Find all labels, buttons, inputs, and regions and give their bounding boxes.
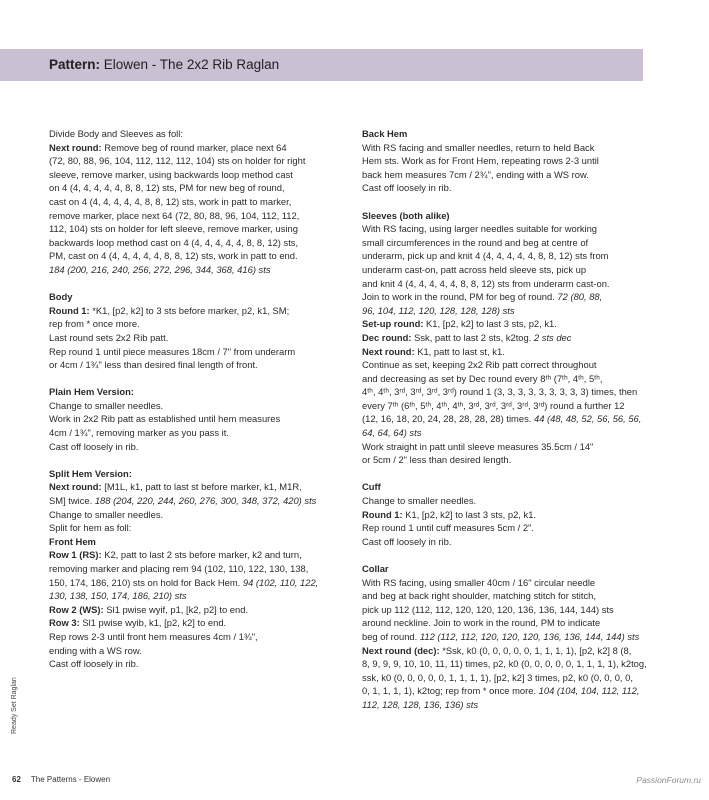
instruction-text: Remove beg of round marker, place next 64 (101, 141, 287, 153)
instruction-text: With RS facing, using smaller 40cm / 16" circular needle (362, 576, 596, 588)
text-line (49, 141, 339, 155)
text-line (49, 644, 339, 658)
instruction-text: ssk, k0 (0, 0, 0, 0, 0, 1, 1, 1, 1), [p2, k2] 3 times, p2, k0 (0, 0, 0, 0, (362, 671, 633, 683)
instruction-text: and decreasing as set by Dec round every 8ᵗʰ (7ᵗʰ, 4ᵗʰ, 5ᵗʰ, (362, 372, 603, 384)
instruction-text: 4cm / 1¾", removing marker as you pass it. (49, 427, 229, 439)
instruction-text: (72, 80, 88, 96, 104, 112, 112, 112, 104) sts on holder for right (49, 155, 306, 167)
footer-section: The Patterns - Elowen (30, 775, 111, 784)
text-line (362, 521, 644, 535)
instruction-text: back hem measures 7cm / 2¾", ending with a WS row. (362, 168, 589, 180)
stitch-count: 44 (48, 48, 52, 56, 56, 56, (533, 413, 642, 425)
instruction-text: Sl1 pwise wyif, p1, [k2, p2] to end. (103, 603, 249, 615)
text-line (362, 385, 644, 399)
text-line (362, 671, 644, 685)
text-line (49, 236, 339, 250)
text-line (362, 249, 644, 263)
text-line (49, 345, 339, 359)
instruction-text: 8, 9, 9, 9, 10, 10, 11, 11) times, p2, k0 (0, 0, 0, 0, 0, 1, 1, 1, 1), k2tog, (362, 658, 647, 670)
text-line (362, 154, 644, 168)
stitch-count: 96, 104, 112, 120, 128, 128, 128) sts (362, 304, 515, 316)
stitch-count: 184 (200, 216, 240, 256, 272, 296, 344, 368, 416) sts (49, 263, 271, 275)
text-line (362, 399, 644, 413)
text-line (49, 249, 339, 263)
instruction-text: 112, 104) sts on holder for left sleeve, remove marker, using (49, 223, 298, 235)
instruction-text: K1, patt to last st, k1. (414, 345, 505, 357)
left-column (49, 127, 339, 671)
instruction-label: Dec round: (362, 331, 412, 343)
text-line (362, 331, 644, 345)
instruction-label: Next round (dec): (362, 644, 440, 656)
text-line (49, 317, 339, 331)
text-line (362, 576, 644, 590)
stitch-count: 104 (104, 104, 112, 112, (538, 685, 640, 697)
instruction-label: Set-up round: (362, 318, 424, 330)
stitch-count: 188 (204, 220, 244, 260, 276, 300, 348, 372, 420) sts (94, 495, 317, 507)
text-line (49, 657, 339, 671)
text-line (49, 304, 339, 318)
instruction-text: With RS facing, using larger needles suitable for working (362, 223, 598, 235)
instruction-text: rep from * once more. (49, 318, 140, 330)
spacer (49, 372, 339, 386)
instruction-text: underarm cast-on, patt across held sleeve sts, pick up (362, 263, 587, 275)
text-line (362, 141, 644, 155)
stitch-count: 130, 138, 150, 174, 186, 210) sts (49, 590, 187, 602)
text-line (49, 181, 339, 195)
stitch-count: 112 (112, 112, 120, 120, 120, 136, 136, 144, 144) sts (419, 630, 640, 642)
text-line (49, 358, 339, 372)
instruction-text: removing marker and placing rem 94 (102, 110, 122, 130, 138, (49, 563, 309, 574)
instruction-text: sleeve, remove marker, using backwards loop method cast (49, 168, 293, 180)
instruction-text: Hem sts. Work as for Front Hem, repeating rows 2-3 until (362, 155, 599, 167)
instruction-text: Join to work in the round, PM for beg of round. (362, 291, 558, 303)
instruction-text: Rep round 1 until cuff measures 5cm / 2". (362, 522, 534, 534)
page-footer (12, 775, 110, 784)
instruction-text: 0, 1, 1, 1, 1), k2tog; rep from * once more. (362, 685, 539, 697)
text-line (49, 331, 339, 345)
instruction-text: (12, 16, 18, 20, 24, 28, 28, 28, 28) times. (362, 413, 534, 425)
section-heading: Back Hem (362, 128, 408, 139)
text-line (362, 657, 647, 671)
instruction-text: or 5cm / 2" less than desired length. (362, 454, 512, 466)
text-line (49, 168, 339, 182)
text-line (49, 521, 339, 535)
text-line (49, 127, 339, 141)
pattern-label: Pattern: (49, 57, 101, 72)
instruction-text: Change to smaller needles. (49, 508, 164, 520)
section-heading: Cuff (362, 481, 381, 493)
instruction-text: SM] twice. (49, 495, 95, 507)
instruction-text: [M1L, k1, patt to last st before marker, k1, M1R, (101, 481, 302, 493)
text-line (362, 372, 644, 386)
instruction-text: 4ᵗʰ, 4ᵗʰ, 3ʳᵈ, 3ʳᵈ, 3ʳᵈ, 3ʳᵈ) round 1 (3, 3, 3, 3, 3, 3, 3, 3, 3) times, then (362, 386, 638, 398)
text-line (362, 222, 644, 236)
text-line (49, 562, 339, 576)
spacer (362, 195, 644, 209)
text-line (362, 317, 644, 331)
text-line (49, 589, 339, 603)
instruction-text: cast on 4 (4, 4, 4, 4, 4, 8, 8, 12) sts, work in patt to marker, (49, 195, 292, 207)
text-line (362, 358, 644, 372)
instruction-text: *Ssk, k0 (0, 0, 0, 0, 0, 1, 1, 1, 1), [p2, k2] 8 (8, (439, 644, 632, 656)
instruction-text: Split for hem as foll: (49, 522, 132, 534)
text-line (49, 195, 339, 209)
text-line (362, 603, 644, 617)
page-number: 62 (12, 775, 21, 784)
instruction-text: Work in 2x2 Rib patt as established until hem measures (49, 413, 281, 425)
text-line (49, 426, 339, 440)
text-line (362, 508, 644, 522)
instruction-text: Continue as set, keeping 2x2 Rib patt correct throughout (362, 359, 597, 371)
instruction-text: Rep round 1 until piece measures 18cm / 7" from underarm (49, 345, 296, 357)
text-line (49, 222, 339, 236)
text-line (362, 181, 644, 195)
text-line (49, 630, 339, 644)
text-line (49, 412, 339, 426)
spacer (49, 277, 339, 291)
text-line (362, 698, 644, 712)
instruction-text: on 4 (4, 4, 4, 4, 4, 8, 8, 12) sts, PM for new beg of round, (49, 182, 285, 194)
text-line (49, 263, 339, 277)
instruction-text: Ssk, patt to last 2 sts, k2tog. (411, 331, 534, 343)
instruction-text: remove marker, place next 64 (72, 80, 88, 96, 104, 112, 112, (49, 209, 300, 221)
instruction-text: and beg at back right shoulder, matching stitch for stitch, (362, 590, 596, 602)
text-line (362, 304, 644, 318)
instruction-text: around neckline. Join to work in the round, PM to indicate (362, 617, 601, 629)
instruction-text: 150, 174, 186, 210) sts on hold for Back Hem. (49, 576, 243, 588)
instruction-label: Next round: (49, 481, 102, 493)
text-line (49, 399, 339, 413)
instruction-label: Round 1: (49, 304, 90, 316)
instruction-text: Last round sets 2x2 Rib patt. (49, 331, 169, 343)
text-line (49, 440, 339, 454)
instruction-label: Next round: (49, 141, 102, 153)
instruction-text: pick up 112 (112, 112, 120, 120, 120, 136, 136, 144, 144) sts (362, 603, 614, 615)
instruction-text: Change to smaller needles. (362, 495, 477, 507)
section-heading: Sleeves (both alike) (362, 209, 450, 221)
stitch-count: 64, 64, 64) sts (362, 427, 422, 439)
instruction-label: Next round: (362, 345, 415, 357)
stitch-count: 72 (80, 88, (557, 291, 603, 303)
text-line (362, 426, 644, 440)
spacer (362, 548, 644, 562)
text-line (362, 589, 644, 603)
pattern-name: Elowen - The 2x2 Rib Raglan (103, 57, 280, 72)
text-line (49, 154, 339, 168)
text-line (362, 453, 644, 467)
text-line (362, 345, 644, 359)
instruction-text: small circumferences in the round and beg at centre of (362, 236, 589, 248)
pattern-title-banner (0, 49, 643, 81)
text-line (362, 236, 644, 250)
stitch-count: 112, 128, 128, 136, 136) sts (362, 698, 479, 710)
text-line (49, 616, 339, 630)
text-line (362, 168, 644, 182)
section-heading: Body (49, 291, 73, 303)
text-line (49, 576, 339, 590)
pattern-title (49, 57, 279, 72)
right-column (362, 127, 647, 712)
instruction-text: PM, cast on 4 (4, 4, 4, 4, 4, 8, 8, 12) sts, work in patt to end. (49, 250, 298, 262)
text-line (362, 440, 644, 454)
text-line (362, 535, 644, 549)
text-line (362, 684, 644, 698)
instruction-text: Cast off loosely in rib. (49, 440, 139, 452)
instruction-text: Work straight in patt until sleeve measures 35.5cm / 14" (362, 440, 594, 452)
instruction-text: every 7ᵗʰ (6ᵗʰ, 5ᵗʰ, 4ᵗʰ, 4ᵗʰ, 3ʳᵈ, 3ʳᵈ, 3ʳᵈ, 3ʳᵈ, 3ʳᵈ) round a further 12 (362, 399, 625, 411)
text-line (362, 412, 644, 426)
section-heading: Split Hem Version: (49, 467, 132, 479)
text-line (49, 209, 339, 223)
instruction-text: Cast off loosely in rib. (362, 535, 452, 547)
instruction-text: or 4cm / 1¾" less than desired final length of front. (49, 359, 258, 371)
watermark: PassionForum.ru (636, 775, 701, 785)
instruction-text: backwards loop method cast on 4 (4, 4, 4, 4, 4, 8, 8, 12) sts, (49, 236, 299, 248)
instruction-text: K1, [p2, k2] to last 3 sts, p2, k1. (402, 508, 537, 520)
text-line (362, 644, 644, 658)
stitch-count: 94 (102, 110, 122, (242, 576, 319, 588)
instruction-label: Row 3: (49, 617, 80, 629)
text-line (362, 277, 644, 291)
spacer (362, 467, 644, 481)
text-line (362, 616, 644, 630)
text-line (49, 548, 339, 562)
text-line (362, 290, 644, 304)
text-line (362, 630, 644, 644)
instruction-text: K2, patt to last 2 sts before marker, k2 and turn, (101, 549, 302, 561)
instruction-text: Divide Body and Sleeves as foll: (49, 128, 183, 139)
instruction-text: *K1, [p2, k2] to 3 sts before marker, p2, k1, SM; (89, 304, 290, 316)
instruction-label: Round 1: (362, 508, 403, 520)
instruction-text: and knit 4 (4, 4, 4, 4, 4, 8, 8, 12) sts from underarm cast-on. (362, 277, 610, 289)
instruction-text: beg of round. (362, 630, 420, 642)
instruction-text: Change to smaller needles. (49, 399, 164, 411)
stitch-count: 2 sts dec (533, 331, 572, 343)
instruction-text: underarm, pick up and knit 4 (4, 4, 4, 4, 4, 8, 8, 12) sts from (362, 250, 609, 262)
text-line (49, 603, 339, 617)
instruction-text: ending with a WS row. (49, 644, 142, 656)
section-heading: Plain Hem Version: (49, 386, 134, 398)
instruction-label: Row 2 (WS): (49, 603, 104, 615)
spacer (49, 453, 339, 467)
text-line (49, 480, 339, 494)
side-tab-label: Ready Set Raglan (11, 677, 18, 734)
instruction-text: Cast off loosely in rib. (49, 658, 139, 670)
section-heading: Collar (362, 563, 389, 574)
text-line (362, 263, 644, 277)
section-heading: Front Hem (49, 535, 96, 547)
text-line (362, 494, 644, 508)
instruction-text: K1, [p2, k2] to last 3 sts, p2, k1. (423, 318, 557, 330)
text-line (49, 508, 339, 522)
instruction-text: Rep rows 2-3 until front hem measures 4cm / 1¾", (49, 630, 258, 642)
instruction-text: Cast off loosely in rib. (362, 182, 452, 194)
instruction-text: With RS facing and smaller needles, return to held Back (362, 141, 595, 153)
instruction-label: Row 1 (RS): (49, 549, 102, 561)
text-line (49, 494, 339, 508)
instruction-text: Sl1 pwise wyib, k1, [p2, k2] to end. (79, 617, 227, 629)
